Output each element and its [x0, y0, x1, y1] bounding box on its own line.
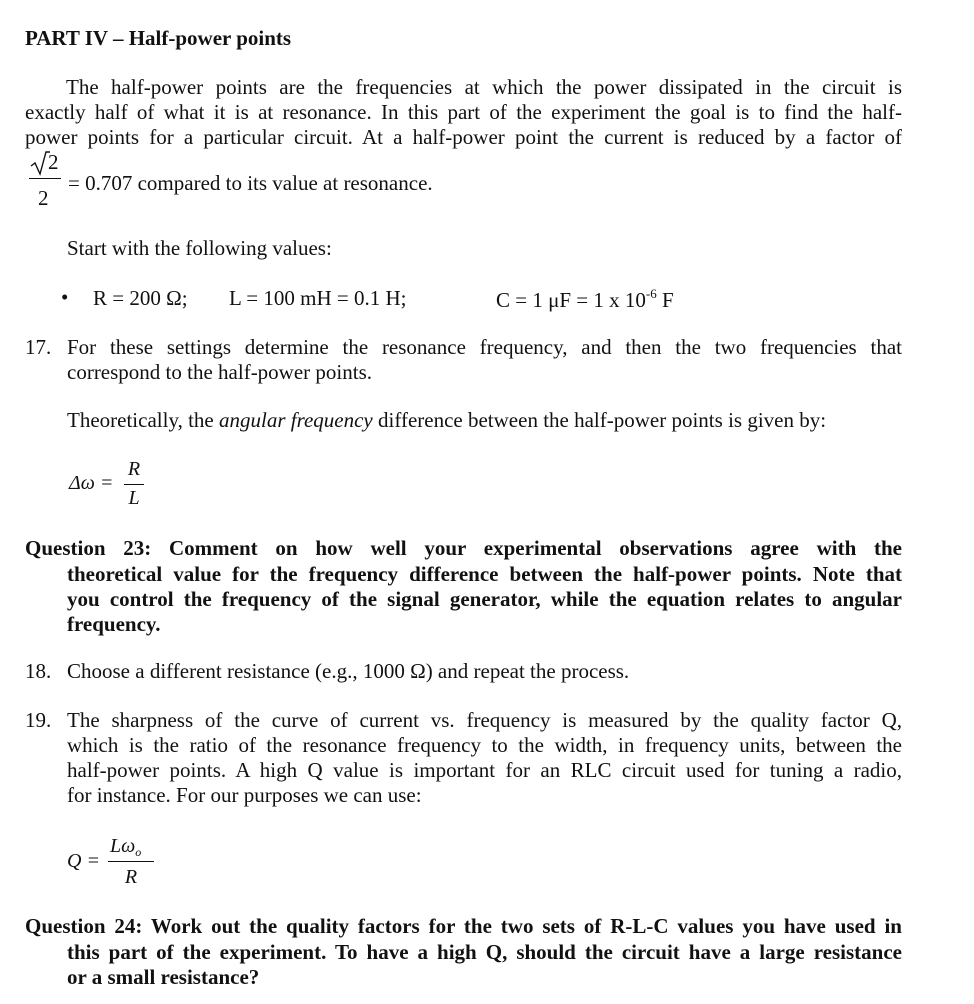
- intro-line-3: power points for a particular circuit. At a half-power point the current is reduced by a factor of: [25, 125, 902, 149]
- fraction-denominator: 2: [38, 186, 49, 210]
- question-23-line-1: Question 23: Comment on how well your experimental observations agree with the: [25, 536, 902, 560]
- delta-omega-numerator: R: [127, 458, 141, 480]
- step-19-line-2: which is the ratio of the resonance frequency to the width, in frequency units, between the: [67, 733, 902, 757]
- quality-factor-numerator: $L\omega_o$: [110, 835, 142, 859]
- step-17-line-1: For these settings determine the resonance frequency, and then the two frequencies that: [67, 335, 902, 359]
- resistance-value: R = 200 Ω;: [93, 286, 188, 310]
- omega-subscript: o: [135, 845, 142, 859]
- question-23-line-2: theoretical value for the frequency difference between the half-power points. Note that: [67, 562, 902, 586]
- section-heading: PART IV – Half-power points: [25, 26, 292, 50]
- question-24-line-1: Question 24: Work out the quality factors for the two sets of R-L-C values you have used in: [25, 914, 902, 938]
- question-23-line-4: frequency.: [67, 612, 161, 636]
- quality-factor-fraction-bar: [108, 861, 154, 862]
- quality-factor-denominator: R: [124, 866, 138, 888]
- radical-sign: [30, 149, 50, 177]
- question-23-line-3: you control the frequency of the signal generator, while the equation relates to angular: [67, 587, 902, 611]
- intro-line-2: exactly half of what it is at resonance. In this part of the experiment the goal is to find the half-: [25, 100, 902, 124]
- step-18-number: 18.: [25, 659, 52, 683]
- theory-sentence: Theoretically, the angular frequency difference between the half-power points is given by:: [67, 408, 827, 432]
- step-19-line-1: The sharpness of the curve of current vs. frequency is measured by the quality factor Q,: [67, 708, 902, 732]
- intro-line-1: The half-power points are the frequencies at which the power dissipated in the circuit is: [66, 75, 902, 99]
- delta-omega-lhs: Δω =: [69, 472, 114, 494]
- step-19-number: 19.: [25, 708, 52, 732]
- intro-tail: = 0.707 compared to its value at resonance.: [68, 171, 433, 195]
- capacitance-value: C = 1 μF = 1 x $10^{-6}$ F: [496, 286, 674, 312]
- step-19-line-3: half-power points. A high Q value is important for an RLC circuit used for tuning a radio,: [67, 758, 902, 782]
- angular-frequency-emphasis: angular frequency: [218, 408, 373, 432]
- step-17-line-2: correspond to the half-power points.: [67, 360, 373, 384]
- step-17-number: 17.: [25, 335, 52, 359]
- bullet: •: [61, 285, 69, 309]
- quality-factor-lhs: Q =: [67, 850, 100, 872]
- step-19-line-4: for instance. For our purposes we can use:: [67, 783, 422, 807]
- step-18-text: Choose a different resistance (e.g., 1000 Ω) and repeat the process.: [67, 659, 630, 683]
- question-24-line-3: or a small resistance?: [67, 965, 260, 989]
- fraction-bar: [29, 178, 61, 179]
- start-values-label: Start with the following values:: [67, 236, 332, 260]
- capacitance-exponent: -6: [645, 286, 657, 301]
- inductance-value: L = 100 mH = 0.1 H;: [229, 286, 407, 310]
- fraction-numerator: 2: [48, 150, 59, 174]
- delta-omega-fraction-bar: [124, 484, 144, 485]
- delta-omega-denominator: L: [128, 487, 140, 509]
- question-24-line-2: this part of the experiment. To have a high Q, should the circuit have a large resistance: [67, 940, 902, 964]
